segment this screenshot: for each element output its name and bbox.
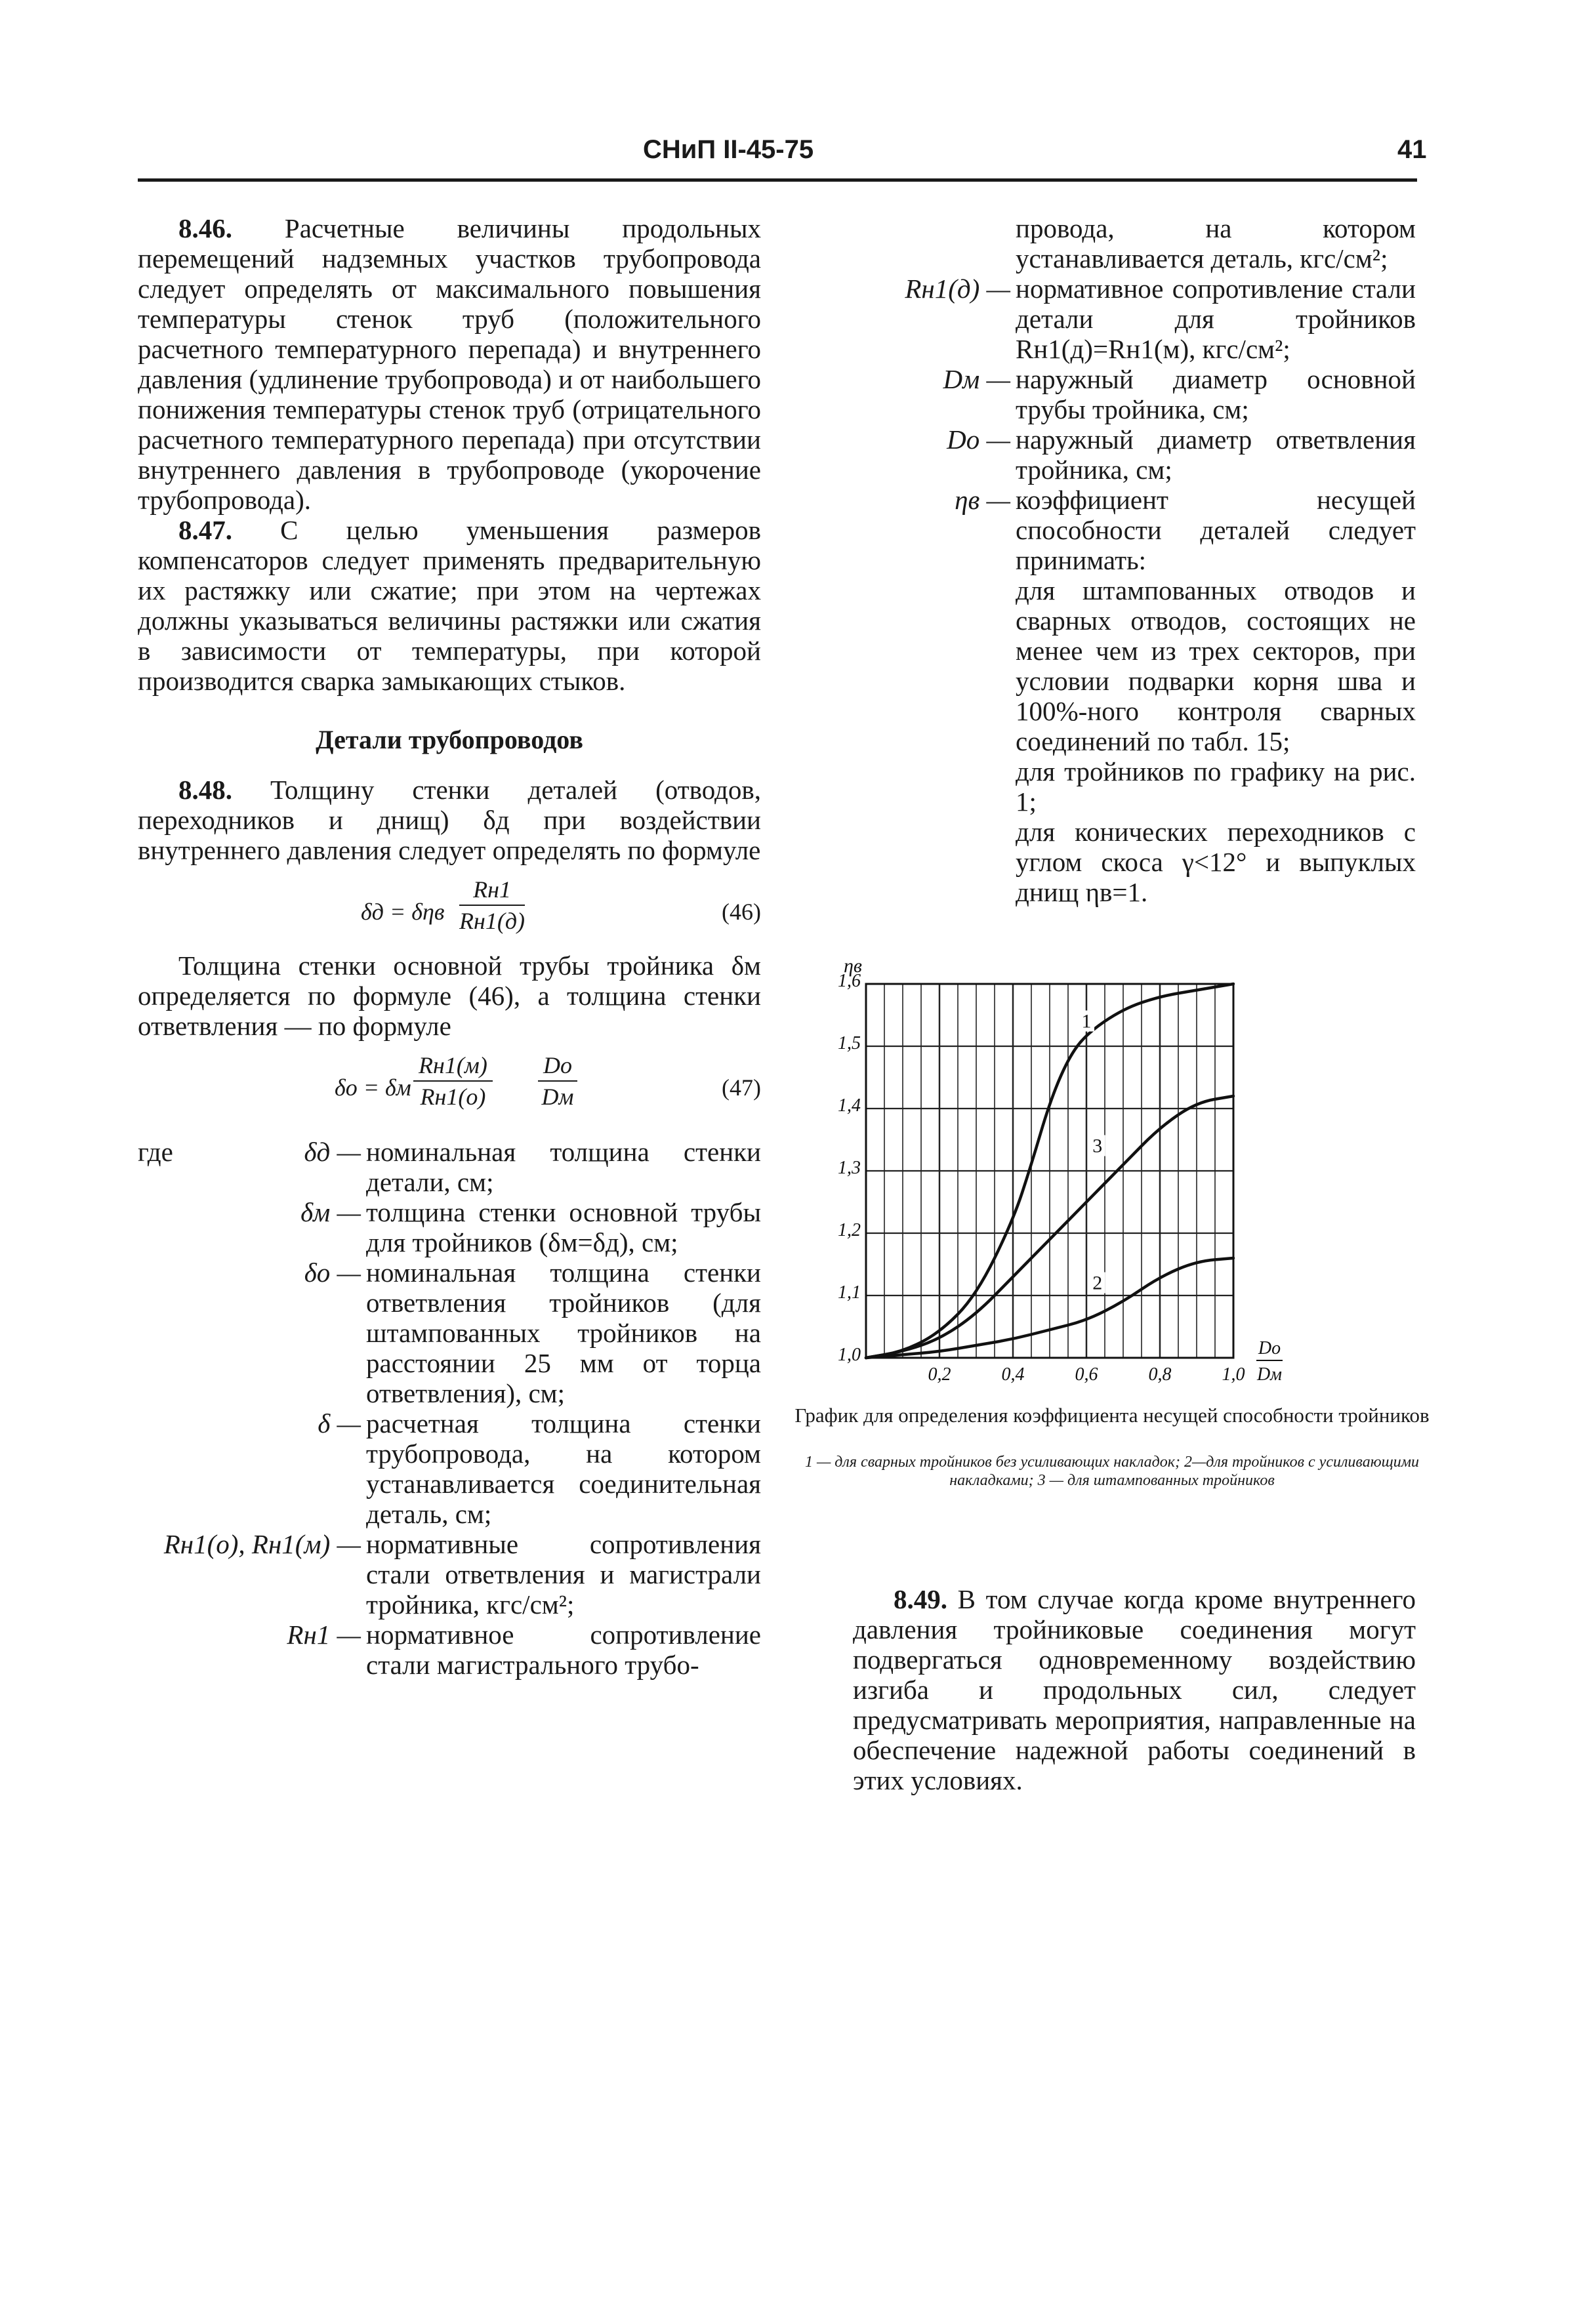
- figure-legend: 1 — для сварных тройников без усиливающих накладок; 2—для тройников с усиливающими накладками; 3 — для штампованных тройников: [804, 1454, 1420, 1489]
- series-label-3: 3: [1092, 1135, 1103, 1157]
- formula-47-lhs: δо = δм: [335, 1074, 411, 1101]
- x-axis-label-denominator: Dм: [1256, 1364, 1283, 1384]
- definition-item: Rн1(о), Rн1(м) — нормативные сопротивления стали ответвления и магистрали тройника, кгс/см²;: [163, 1529, 761, 1620]
- eta-rule: для конических переходников с углом скоса γ<12° и выпуклых днищ ηв=1.: [1016, 817, 1416, 907]
- formula-46-fraction: Rн1 Rн1(д): [459, 874, 525, 936]
- x-tick-label: 1,0: [1222, 1364, 1245, 1384]
- formula-46-number: (46): [722, 899, 761, 925]
- y-tick-label: 1,1: [838, 1282, 861, 1303]
- x-tick-label: 0,8: [1148, 1364, 1172, 1384]
- definition-item: δм — толщина стенки основной трубы для тройников (δм=δд), см;: [300, 1197, 761, 1257]
- eta-rule: для штампованных отводов и сварных отводов, состоящих не менее чем из трех секторов, при условии подварки корня шва и 100%-ного контроля сварных соединений по табл. 15;: [1016, 575, 1416, 756]
- paragraph-8-49: 8.49. В том случае когда кроме внутреннего давления тройниковые соединения могут подвергаться одновременному воздействию изгиба и продольных сил, следует предусматривать мероприятия, направленные на обеспечение надежной работы соединений в этих условиях.: [853, 1584, 1416, 1795]
- y-tick-label: 1,0: [838, 1345, 861, 1365]
- series-label-1: 1: [1081, 1010, 1092, 1032]
- figure-caption: График для определения коэффициента несущей способности тройников: [794, 1404, 1430, 1427]
- x-tick-label: 0,4: [1001, 1364, 1025, 1384]
- definition-item: δ — расчетная толщина стенки трубопровода, на котором устанавливается соединительная деталь, см;: [318, 1408, 761, 1529]
- right-column: [853, 213, 1416, 907]
- formula-46-lhs: δд = δηв: [361, 899, 445, 925]
- definition-continuation: провода, на котором устанавливается деталь, кгс/см²;: [1016, 213, 1416, 274]
- definition-item: где δд — номинальная толщина стенки детали, см;: [138, 1137, 761, 1197]
- formula-47-fraction-2: Dо Dм: [538, 1050, 577, 1112]
- definition-item: Rн1 — нормативное сопротивление стали магистрального трубо-: [287, 1620, 761, 1680]
- definition-item: Rн1(д) — нормативное сопротивление стали детали для тройников Rн1(д)=Rн1(м), кгс/см²;: [905, 274, 1416, 364]
- left-column: [138, 213, 761, 1680]
- chart-svg: [827, 925, 1325, 1384]
- y-axis-label: ηв: [844, 955, 862, 977]
- document-code: СНиП II-45-75: [643, 135, 814, 164]
- paragraph-8-48: 8.48. Толщину стенки деталей (отводов, переходников и днищ) δд при воздействии внутреннего давления следует определять по формуле: [138, 775, 762, 865]
- series-label-2: 2: [1092, 1272, 1103, 1294]
- definition-item: Dм — наружный диаметр основной трубы тройника, см;: [943, 364, 1416, 424]
- paragraph-8-49-block: [853, 1584, 1416, 1795]
- y-tick-label: 1,4: [838, 1095, 861, 1116]
- y-tick-label: 1,6: [838, 971, 861, 991]
- page-number: 41: [1397, 135, 1427, 164]
- formula-47-number: (47): [722, 1074, 761, 1101]
- y-tick-label: 1,5: [838, 1033, 861, 1053]
- figure-1-chart: [827, 925, 1325, 1384]
- y-tick-label: 1,2: [838, 1220, 861, 1240]
- y-tick-label: 1,3: [838, 1158, 861, 1178]
- paragraph-8-46: 8.46. Расчетные величины продольных перемещений надземных участков трубопровода следует определять от максимального повышения температуры стенок труб (положительного расчетного температурного перепада) и внутреннего давления (удлинение трубопровода) и от наибольшего понижения температуры стенок труб (отрицательного расчетного температурного перепада) при отсутствии внутреннего давления в трубопроводе (укорочение трубопровода).: [138, 213, 762, 515]
- definitions-left: [138, 1137, 761, 1680]
- x-tick-label: 0,6: [1075, 1364, 1098, 1384]
- definition-item: ηв — коэффициент несущей способности деталей следует принимать:: [955, 485, 1416, 575]
- eta-rule: для тройников по графику на рис. 1;: [1016, 756, 1416, 817]
- x-tick-label: 0,2: [928, 1364, 951, 1384]
- formula-47: [138, 1041, 761, 1126]
- formula-46: [138, 865, 761, 950]
- definition-item: Dо — наружный диаметр ответвления тройника, см;: [947, 424, 1416, 485]
- x-axis-label-numerator: Dо: [1258, 1338, 1281, 1358]
- paragraph-branch-thickness: Толщина стенки основной трубы тройника δм определяется по формуле (46), а толщина стенки ответвления — по формуле: [138, 950, 761, 1041]
- paragraph-8-47: 8.47. С целью уменьшения размеров компенсаторов следует применять предварительную их растяжку или сжатие; при этом на чертежах должны указываться величины растяжки или сжатия в зависимости от температуры, при которой производится сварка замыкающих стыков.: [138, 515, 762, 696]
- section-title: Детали трубопроводов: [316, 725, 583, 754]
- formula-47-fraction-1: Rн1(м) Rн1(о): [413, 1050, 493, 1112]
- header-rule: [138, 178, 1417, 182]
- definition-item: δо — номинальная толщина стенки ответвления тройников (для штампованных тройников на расстоянии 25 мм от торца ответвления), см;: [304, 1257, 761, 1408]
